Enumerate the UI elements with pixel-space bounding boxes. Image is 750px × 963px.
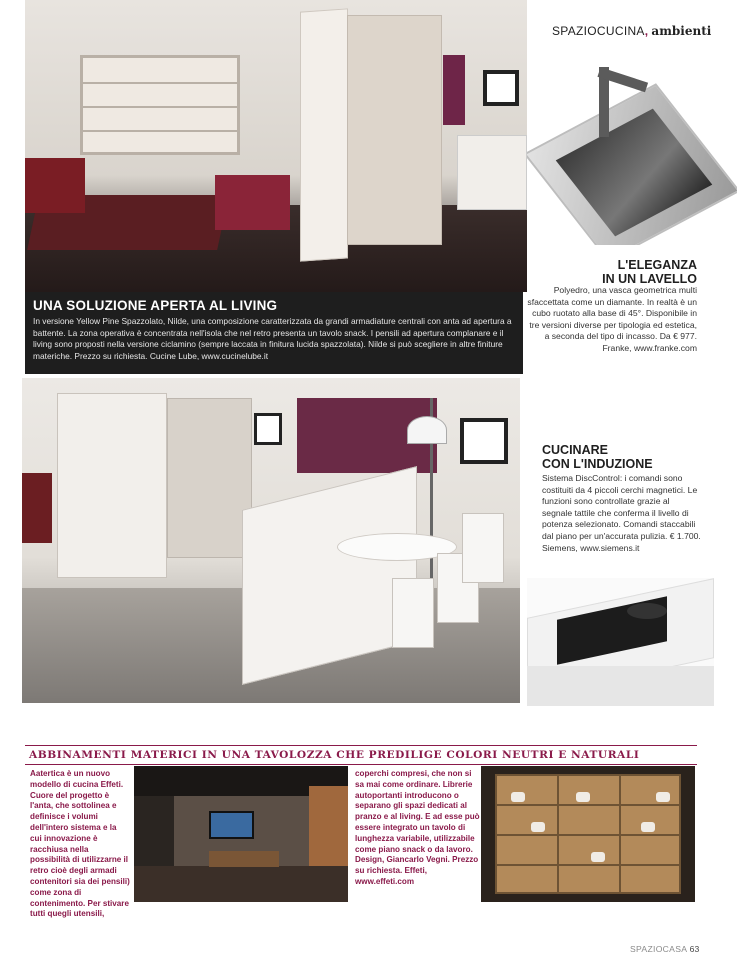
- kitchen-island-photo: [22, 378, 520, 703]
- materica-text-col1: Aatertica è un nuovo modello di cucina Effeti. Cuore del progetto è l'anta, che sottolinea e definisce i volumi dell'intero sistema e la cui innovazione è racchiusa nella possibilità di utilizzarne il retro cioè degli armadi contenitori sia dei pensili) come zona di contenimento. Per stivare tutti quegli utensili,: [30, 769, 130, 919]
- header-brand-light: SPAZIO: [552, 24, 597, 38]
- sink-photo: [527, 45, 737, 245]
- living-feature-body: In versione Yellow Pine Spazzolato, Nilde, una composizione caratterizzata da grandi armadiature centrali con anta ad apertura a battente. La zona operativa è concentrata nell'isola che nel retro presenta un tavolo snack. I pensili ad apertura complanare e il living sono proposti nella versione ciclamino (sempre laccata in finitura lucida spazzolata). Nilde si può scegliere in altre finiture materiche. Prezzo su richiesta. Cucine Lube, www.cucinelube.it: [33, 316, 512, 361]
- sink-feature-title: [527, 258, 697, 286]
- section-header: [552, 24, 711, 38]
- sink-title-line2: IN UN LAVELLO: [602, 272, 697, 286]
- induction-title-line2: CON L'INDUZIONE: [542, 457, 653, 471]
- header-brand-bold: CUCINA: [596, 24, 645, 38]
- footer-magazine: SPAZIOCASA: [630, 944, 688, 954]
- induction-feature-title: [542, 443, 653, 471]
- sink-feature-body: Polyedro, una vasca geometrica multi sfaccettata come un diamante. In realtà è un cubo ruotato alla base di 45°. Disponibile in tre versioni diverse per tipologia ed estetica, a seconda del tipo di incasso. Da € 977. Franke, www.franke.com: [527, 285, 697, 353]
- cooktop-photo: [527, 578, 714, 706]
- page-number: 63: [689, 944, 700, 954]
- living-room-photo: [25, 0, 527, 292]
- banner-text: ABBINAMENTI MATERICI IN UNA TAVOLOZZA CHE PREDILIGE COLORI NEUTRI E NATURALI: [29, 749, 640, 761]
- induction-title-line1: CUCINARE: [542, 443, 608, 457]
- living-caption-box: [25, 292, 523, 374]
- materica-shelving-photo: [481, 766, 695, 902]
- header-section: ambienti: [651, 24, 712, 38]
- sink-title-line1: L'ELEGANZA: [617, 258, 697, 272]
- materica-kitchen-photo: [134, 766, 348, 902]
- header-separator: ,: [644, 24, 649, 38]
- materials-banner: [25, 745, 697, 765]
- materica-text-col2: coperchi compresi, che non si sa mai come ordinare. Librerie autoportanti introducono o separano gli spazi dedicati al pranzo e al living. E ad esse può essere integrato un tavolo di lunghezza variabile, utilizzabile come piano snack o da lavoro. Design, Giancarlo Vegni. Prezzo su richiesta. Effeti, www.effeti.com: [355, 769, 480, 886]
- page-footer: [630, 944, 699, 954]
- induction-feature-body: Sistema DiscControl: i comandi sono costituiti da 4 piccoli cerchi magnetici. Le funzioni sono controllate grazie al segnale tattile che conferma il livello di potenza selezionato. Comandi staccabili dal piano per un'accurata pulizia. € 1.700. Siemens, www.siemens.it: [542, 473, 701, 553]
- living-feature-title: UNA SOLUZIONE APERTA AL LIVING: [33, 298, 278, 313]
